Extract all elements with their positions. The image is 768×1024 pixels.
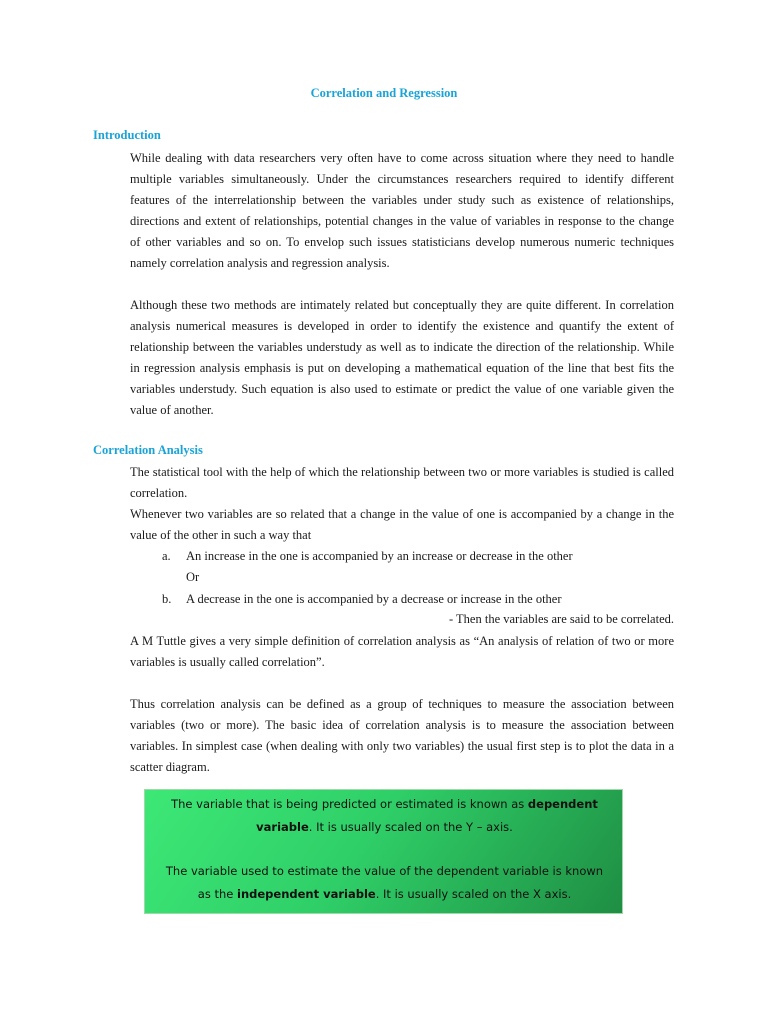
definition-box [144, 789, 623, 914]
section-heading-correlation-analysis: Correlation Analysis [93, 443, 203, 457]
dependent-variable-definition: The variable that is being predicted or estimated is known as dependent variable. It is usually scaled on the Y – axis. [171, 797, 598, 834]
independent-variable-definition: The variable used to estimate the value of the dependent variable is known as the independent variable. It is usually scaled on the X axis. [165, 864, 604, 901]
correlated-conclusion: - Then the variables are said to be correlated. [448, 612, 674, 626]
list-item-a: An increase in the one is accompanied by an increase or decrease in the other [186, 549, 573, 563]
list-or-text: Or [186, 570, 200, 584]
list-marker-b: b. [162, 592, 172, 606]
page-title: Correlation and Regression [310, 86, 458, 100]
section-heading-introduction: Introduction [93, 128, 161, 142]
list-marker-a: a. [162, 549, 171, 563]
intro-paragraph-2: Although these two methods are intimately related but conceptually they are quite different. In correlation analysis numerical measures is developed in order to identify the existence and quantify the extent of relationship between the variables understudy as well as to indicate the direction of the relationship. While in regression analysis emphasis is put on developing a mathematical equation of the line that best fits the variables understudy. Such equation is also used to estimate or predict the value of one variable given the value of another. [130, 298, 674, 417]
correlation-paragraph-1: The statistical tool with the help of which the relationship between two or more variables is studied is called correlation. [130, 465, 674, 500]
list-item-b: A decrease in the one is accompanied by a decrease or increase in the other [186, 592, 562, 606]
correlation-paragraph-2: Whenever two variables are so related that a change in the value of one is accompanied by a change in the value of the other in such a way that [130, 507, 674, 542]
independent-variable-term: independent variable [237, 887, 376, 901]
dependent-variable-term: dependent variable [256, 797, 598, 834]
intro-paragraph-1: While dealing with data researchers very often have to come across situation where they need to handle multiple variables simultaneously. Under the circumstances researchers required to identify different features of the interrelationship between the variables under study such as existence of relationships, directions and extent of relationships, potential changes in the value of variables in response to the change of other variables and so on. To envelop such issues statisticians develop numerous numeric techniques namely correlation analysis and regression analysis. [130, 151, 674, 270]
correlation-paragraph-4: Thus correlation analysis can be defined as a group of techniques to measure the association between variables (two or more). The basic idea of correlation analysis is to measure the association between variables. In simplest case (when dealing with only two variables) the usual first step is to plot the data in a scatter diagram. [130, 697, 674, 774]
tuttle-definition: A M Tuttle gives a very simple definition of correlation analysis as “An analysis of relation of two or more variables is usually called correlation”. [130, 634, 674, 669]
